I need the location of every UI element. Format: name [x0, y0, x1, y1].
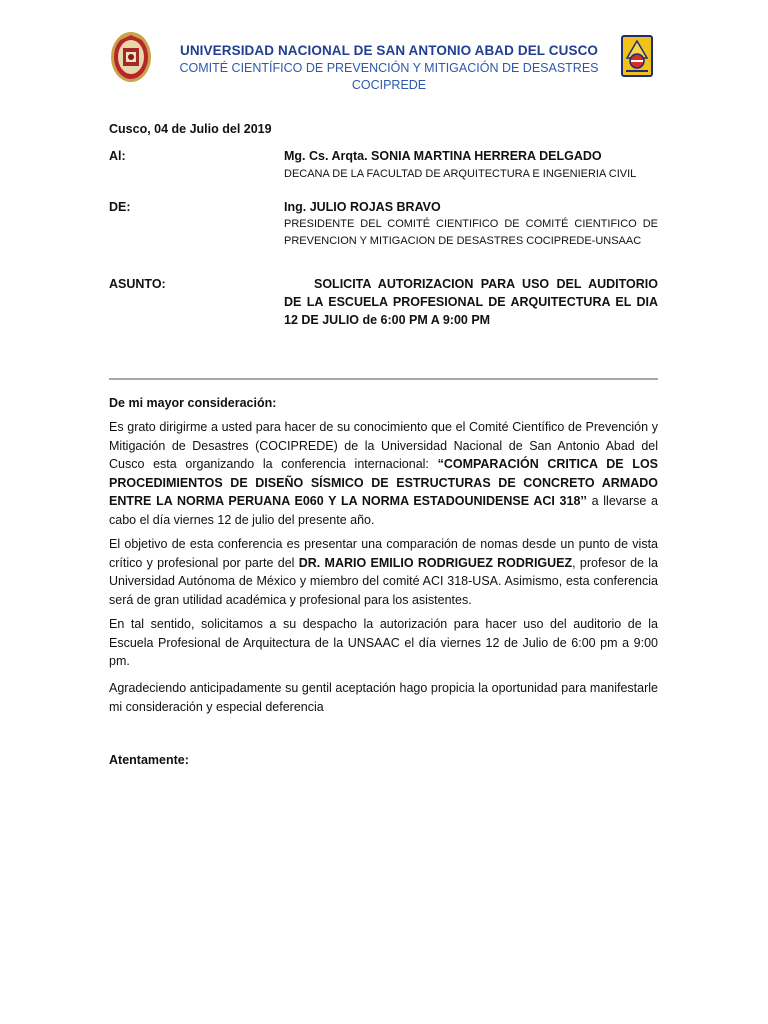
conference-title: “COMPARACIÓN CRITICA DE LOS PROCEDIMIENTOS DE DISEÑO SÍSMICO DE ESTRUCTURAS DE CONCRETO ARMADO ENTRE LA NORMA PERUANA E060 Y LA NORMA ESTADOUNIDENSE ACI 318’’	[109, 457, 658, 508]
subject-text: SOLICITA AUTORIZACION PARA USO DEL AUDITORIO DE LA ESCUELA PROFESIONAL DE ARQUITECTURA EL DIA 12 DE JULIO de 6:00 PM A 9:00 PM	[284, 277, 658, 327]
recipient-name: Mg. Cs. Arqta. SONIA MARTINA HERRERA DELGADO	[284, 149, 602, 163]
paragraph-1-end: a llevarse a cabo el día viernes 12 de julio del presente año.	[109, 494, 658, 527]
closing: Atentamente:	[109, 753, 189, 767]
sender-name: Ing. JULIO ROJAS BRAVO	[284, 200, 441, 214]
committee-title: COMITÉ CIENTÍFICO DE PREVENCIÓN Y MITIGACIÓN DE DESASTRES	[179, 61, 599, 75]
to-label: Al:	[109, 149, 126, 163]
paragraph-2	[109, 535, 658, 609]
recipient-position: DECANA DE LA FACULTAD DE ARQUITECTURA E INGENIERIA CIVIL	[284, 168, 637, 180]
paragraph-1	[109, 418, 658, 529]
paragraph-4: Agradeciendo anticipadamente su gentil aceptación hago propicia la oportunidad para manifestarle mi consideración y especial deferencia	[109, 681, 658, 714]
letter-date: Cusco, 04 de Julio del 2019	[109, 122, 272, 136]
paragraph-2-end: , profesor de la Universidad Autónoma de México y miembro del comité ACI 318-USA. Asimismo, esta conferencia será de gran utilidad académica y profesional para los asistentes.	[109, 555, 658, 607]
greeting: De mi mayor consideración:	[109, 396, 277, 410]
university-crest-icon	[110, 31, 152, 83]
cociprede-logo-icon	[620, 34, 654, 78]
university-title: UNIVERSIDAD NACIONAL DE SAN ANTONIO ABAD DEL CUSCO	[179, 43, 599, 58]
divider-line	[109, 378, 658, 380]
paragraph-1-intro: Es grato dirigirme a usted para hacer de su conocimiento que el Comité Científico de Prevención y Mitigación de Desastres (COCIPREDE) de la Universidad Nacional de San Antonio Abad del Cusco esta organizando la conferencia internacional:	[109, 420, 658, 471]
committee-acronym: COCIPREDE	[351, 78, 427, 92]
paragraph-3: En tal sentido, solicitamos a su despacho la autorización para hacer uso del auditorio de la Escuela Profesional de Arquitectura de la UNSAAC el día viernes 12 de Julio de 6:00 pm a 9:00 pm.	[109, 617, 658, 668]
sender-position: PRESIDENTE DEL COMITÉ CIENTIFICO DE COMITÉ CIENTIFICO DE PREVENCION Y MITIGACION DE DESASTRES COCIPREDE-UNSAAC	[284, 218, 658, 247]
speaker-name: DR. MARIO EMILIO RODRIGUEZ RODRIGUEZ	[298, 555, 573, 570]
from-label: DE:	[109, 200, 131, 214]
subject-label: ASUNTO:	[109, 277, 166, 291]
paragraph-2-intro: El objetivo de esta conferencia es presentar una comparación de nomas desde un punto de vista crítico y profesional por parte del	[109, 537, 658, 570]
